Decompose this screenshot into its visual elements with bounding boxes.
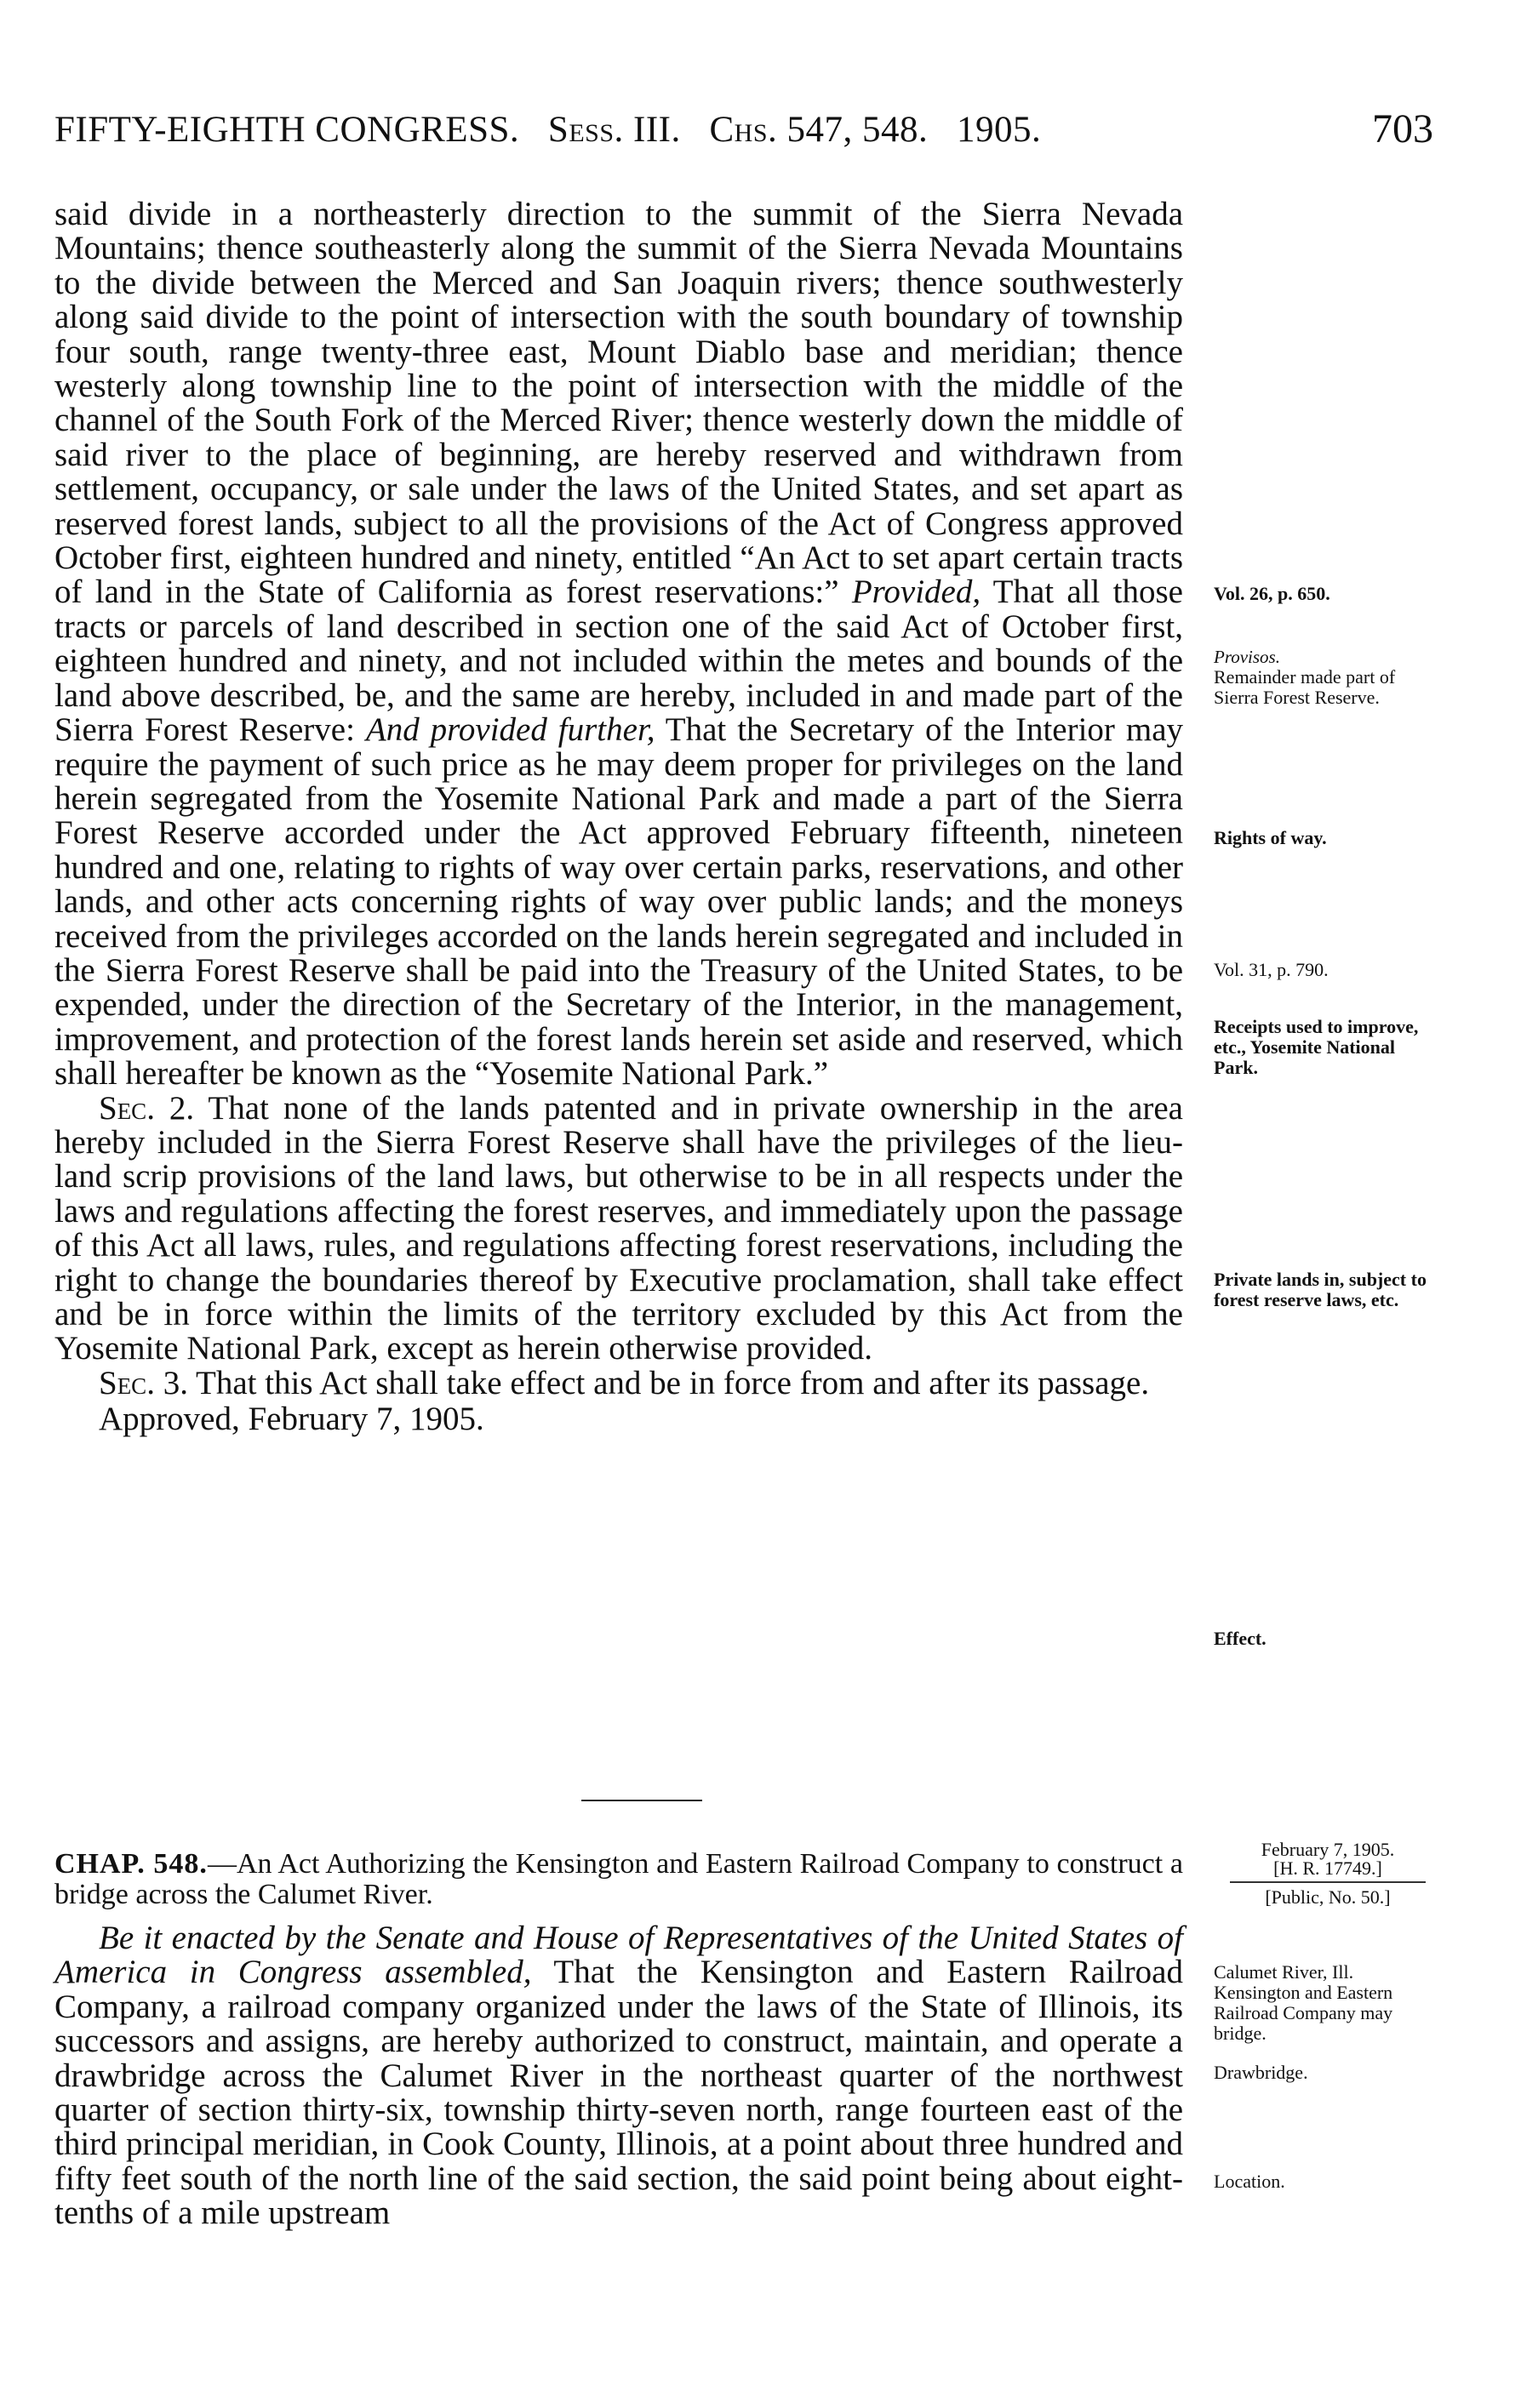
section-3-text: That this Act shall take effect and be in force from and after its passage. (196, 1364, 1150, 1401)
congress-label: FIFTY-EIGHTH CONGRESS. (54, 110, 520, 150)
provided-further-term: And provided further, (365, 711, 655, 749)
page-number: 703 (1372, 106, 1433, 151)
chapter-548-body (54, 1921, 1183, 2231)
section-2-paragraph (54, 1089, 1183, 1367)
margin-note-rights-of-way: Rights of way. (1214, 827, 1327, 848)
section-1-text-3: That the Secretary of the Interior may require the payment of such price as he may deem proper for privileges on the land herein segregated from the Yosemite National Park and made a part of the Sierra Forest Reserve accorded under the Act approved February fifteenth, nineteen hundred and one, relating to rights of way over certain parks, reservations, and other lands, and other acts concerning rights of way over public lands; and the moneys received from the privileges accorded on the lands herein segregated and included in the Sierra Forest Reserve shall be paid into the Treasury of the United States, to be expended, under the direction of the Secretary of the Interior, in the management, improvement, and protection of the forest lands herein set aside and reserved, which shall hereafter be known as the “Yosemite National Park.” (54, 711, 1184, 1093)
chapter-548-bill: [H. R. 17749.] (1273, 1857, 1382, 1879)
chapters-label: Chs. 547, 548. (709, 110, 929, 150)
margin-note-drawbridge: Drawbridge. (1214, 2062, 1308, 2083)
date-block-rule (1230, 1881, 1426, 1883)
chapter-548-paragraph (54, 1921, 1183, 2231)
chapter-548-title: —An Act Authorizing the Kensington and Eastern Railroad Company to construct a bridge across the Calumet River. (54, 1848, 1184, 1910)
margin-note-private-lands: Private lands in, subject to forest reserve laws, etc. (1214, 1269, 1427, 1310)
chapter-548-label: CHAP. 548. (54, 1848, 208, 1880)
section-3-paragraph (54, 1364, 1183, 1401)
session-label: Sess. III. (547, 110, 681, 150)
year-label: 1905. (957, 110, 1042, 150)
section-2-label: Sec. 2. (99, 1089, 195, 1127)
chapter-548-date: February 7, 1905. (1261, 1839, 1395, 1860)
margin-note-effect: Effect. (1214, 1628, 1267, 1649)
section-1-paragraph (54, 197, 1183, 1092)
margin-note-vol26: Vol. 26, p. 650. (1214, 583, 1330, 604)
margin-note-provisos: Provisos. (1214, 647, 1280, 667)
margin-note-receipts: Receipts used to improve, etc., Yosemite National Park. (1214, 1016, 1419, 1078)
margin-note-remainder: Remainder made part of Sierra Forest Reserve. (1214, 666, 1396, 708)
chapter-548-text: That the Kensington and Eastern Railroad Company, a railroad company organized under the laws of the State of Illinois, its successors and assigns, are hereby authorized to construct, maintain, and operate a drawbridge across the Calumet River in the northeast quarter of the northwest quarter of section thirty-six, township thirty-seven north, range fourteen east of the third principal meridian, in Cook County, Illinois, at a point about three hundred and fifty feet south of the north line of the said section, the said point being about eight-tenths of a mile upstream (54, 1954, 1183, 2232)
approval-line: Approved, February 7, 1905. (99, 1401, 484, 1438)
chapter-548-public: [Public, No. 50.] (1265, 1886, 1391, 1908)
chapter-divider (581, 1800, 702, 1801)
section-1-text-2: That all those tracts or parcels of land described in section one of the said Act of October first, eighteen hundred and ninety, and not included within the metes and bounds of the land above described, be, and the same are hereby, included in and made part of the Sierra Forest Reserve: (54, 573, 1183, 749)
header-title (54, 109, 1041, 151)
chapter-547-body (54, 197, 1183, 1437)
chapter-548-date-block (1209, 1840, 1447, 1907)
enacting-clause: Be it enacted by the Senate and House of Representatives of the United States of America in Congress assembled, (54, 1920, 1183, 1991)
provided-term: Provided, (851, 573, 981, 611)
section-1-text-1: said divide in a northeasterly direction to the summit of the Sierra Nevada Mountains; thence southeasterly along the summit of the Sierra Nevada Mountains to the divide between the Merced and San Joaquin rivers; thence southwesterly along said divide to the point of intersection with the south boundary of township four south, range twenty-three east, Mount Diablo base and meridian; thence westerly along township line to the point of intersection with the middle of the channel of the South Fork of the Merced River; thence westerly down the middle of said river to the place of beginning, are hereby reserved and withdrawn from settlement, occupancy, or sale under the laws of the United States, and set apart as reserved forest lands, subject to all the provisions of the Act of Congress approved October first, eighteen hundred and ninety, entitled “An Act to set apart certain tracts of land in the State of California as forest reservations:” (54, 196, 1183, 611)
section-2-text: That none of the lands patented and in private ownership in the area hereby included in the Sierra Forest Reserve shall have the privileges of the lieu-land scrip provisions of the land laws, but otherwise to be in all respects under the laws and regulations affecting the forest reserves, and immediately upon the passage of this Act all laws, rules, and regulations affecting forest reservations, including the right to change the boundaries thereof by Executive proclamation, shall take effect and be in force within the limits of the territory excluded by this Act from the Yosemite National Park, except as herein otherwise provided. (54, 1089, 1183, 1367)
running-header (54, 106, 1433, 160)
margin-note-calumet: Calumet River, Ill. Kensington and Eastern Railroad Company may bridge. (1214, 1961, 1393, 2044)
margin-note-location: Location. (1214, 2171, 1285, 2192)
margin-note-vol31: Vol. 31, p. 790. (1214, 959, 1329, 980)
section-3-label: Sec. 3. (99, 1364, 188, 1401)
chapter-548-heading (54, 1849, 1183, 1910)
